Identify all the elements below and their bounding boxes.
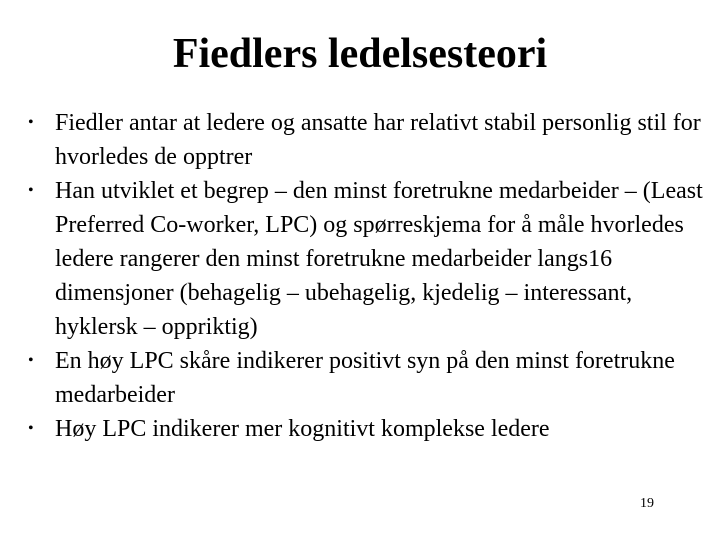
bullet-item <box>0 106 720 174</box>
bullet-text: Han utviklet et begrep – den minst foretrukne medarbeider – (Least Preferred Co-worker, LPC) og spørreskjema for å måle hvorledes ledere rangerer den minst foretrukne medarbeider langs16 dimensjoner (behagelig – ubehagelig, kjedelig – interessant, hyklersk – oppriktig) <box>55 178 703 340</box>
bullet-dot-icon: • <box>28 420 34 437</box>
bullet-item <box>0 412 720 446</box>
bullet-text: Høy LPC indikerer mer kognitivt komplekse ledere <box>55 416 550 442</box>
page-number: 19 <box>640 496 654 511</box>
bullet-text: Fiedler antar at ledere og ansatte har relativt stabil personlig stil for hvorledes de opptrer <box>55 110 701 170</box>
bullet-dot-icon: • <box>28 114 34 131</box>
bullet-dot-icon: • <box>28 352 34 369</box>
bullet-item <box>0 344 720 412</box>
bullet-item <box>0 174 720 344</box>
bullet-list <box>0 106 720 446</box>
bullet-dot-icon: • <box>28 182 34 199</box>
bullet-text: En høy LPC skåre indikerer positivt syn på den minst foretrukne medarbeider <box>55 348 675 408</box>
slide-title: Fiedlers ledelsesteori <box>172 31 548 77</box>
